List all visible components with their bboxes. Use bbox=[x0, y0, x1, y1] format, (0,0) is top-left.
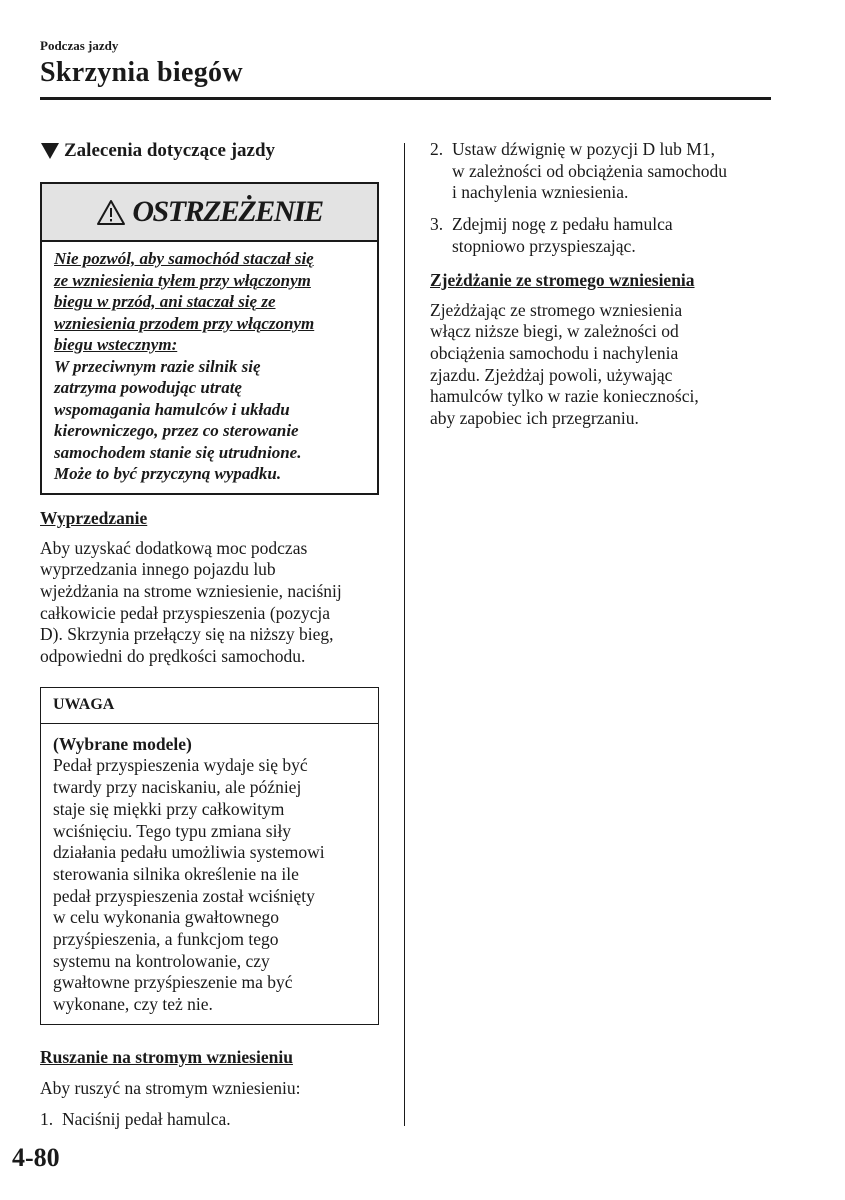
step-number: 3. bbox=[430, 214, 444, 235]
hill-start-heading: Ruszanie na stromym wzniesieniu bbox=[40, 1046, 293, 1067]
warning-line: ze wzniesienia tyłem przy włączonym bbox=[54, 270, 311, 290]
triangle-down-icon bbox=[41, 143, 59, 159]
text-line: odpowiedni do prędkości samochodu. bbox=[40, 646, 306, 667]
chapter-title: Skrzynia biegów bbox=[40, 57, 243, 88]
section-label: Podczas jazdy bbox=[40, 38, 119, 53]
text-line: systemu na kontrolowanie, czy bbox=[53, 950, 270, 971]
text-line: D). Skrzynia przełączy się na niższy bieg, bbox=[40, 624, 334, 645]
title-rule bbox=[40, 97, 771, 100]
column-divider bbox=[404, 143, 405, 1126]
warning-body bbox=[42, 242, 377, 493]
note-box bbox=[40, 687, 379, 1025]
step-number: 1. bbox=[40, 1108, 54, 1129]
text-line: i nachylenia wzniesienia. bbox=[452, 182, 629, 203]
list-item bbox=[40, 1109, 380, 1131]
text-line: aby zapobiec ich przegrzaniu. bbox=[430, 408, 639, 429]
warning-line: wzniesienia przodem przy włączonym bbox=[54, 313, 315, 333]
descent-paragraph bbox=[430, 300, 775, 430]
text-line: sterowania silnika określenie na ile bbox=[53, 863, 299, 884]
step-text bbox=[452, 214, 673, 257]
text-line: Aby uzyskać dodatkową moc podczas bbox=[40, 537, 308, 558]
text-line: całkowicie pedał przyspieszenia (pozycja bbox=[40, 602, 331, 623]
step-text bbox=[452, 139, 727, 204]
text-line: w celu wykonania gwałtownego bbox=[53, 907, 279, 928]
text-line: wyprzedzania innego pojazdu lub bbox=[40, 559, 276, 580]
text-line: działania pedału umożliwia systemowi bbox=[53, 842, 325, 863]
warning-line: wspomagania hamulców i układu bbox=[54, 399, 290, 419]
warning-line: Nie pozwól, aby samochód staczał się bbox=[54, 249, 314, 268]
text-line: pedał przyspieszenia został wciśnięty bbox=[53, 885, 315, 906]
list-item bbox=[430, 214, 775, 257]
text-line: Zjeżdżając ze stromego wzniesienia bbox=[430, 299, 683, 320]
descent-heading: Zjeżdżanie ze stromego wzniesienia bbox=[430, 269, 695, 290]
list-item bbox=[430, 139, 775, 204]
warning-line: kierowniczego, przez co sterowanie bbox=[54, 421, 299, 440]
text-line: włącz niższe biegi, w zależności od bbox=[430, 321, 679, 342]
right-column bbox=[430, 139, 775, 430]
warning-line: W przeciwnym razie silnik się bbox=[54, 356, 261, 376]
text-line: przyśpieszenia, a funkcjom tego bbox=[53, 929, 279, 950]
step-number: 2. bbox=[430, 139, 444, 159]
step-text: Naciśnij pedał hamulca. bbox=[62, 1108, 231, 1129]
text-line: zjazdu. Zjeżdżaj powoli, używając bbox=[430, 364, 673, 385]
hill-start-intro: Aby ruszyć na stromym wzniesieniu: bbox=[40, 1077, 301, 1098]
warning-line: samochodem stanie się utrudnione. bbox=[54, 442, 302, 462]
text-line: Ustaw dźwignię w pozycji D lub M1, bbox=[452, 139, 715, 159]
note-title: UWAGA bbox=[41, 688, 378, 724]
text-line: w zależności od obciążenia samochodu bbox=[452, 160, 728, 181]
left-column bbox=[40, 136, 380, 1130]
text-line: twardy przy naciskaniu, ale później bbox=[53, 777, 302, 798]
page-number: 4-80 bbox=[12, 1143, 60, 1172]
warning-box bbox=[40, 182, 379, 495]
note-body bbox=[41, 724, 378, 1024]
text-line: wciśnięciu. Tego typu zmiana siły bbox=[53, 820, 292, 841]
text-line: wykonane, czy też nie. bbox=[53, 994, 213, 1015]
driving-tips-heading-text: Zalecenia dotyczące jazdy bbox=[64, 140, 276, 161]
text-line: staje się miękki przy całkowitym bbox=[53, 798, 285, 819]
warning-header bbox=[42, 184, 377, 242]
text-line: hamulców tylko w razie konieczności, bbox=[430, 386, 699, 407]
driving-tips-heading bbox=[40, 136, 380, 166]
note-subtitle: (Wybrane modele) bbox=[53, 733, 192, 754]
warning-line: Może to być przyczyną wypadku. bbox=[54, 464, 282, 483]
kickdown-heading: Wyprzedzanie bbox=[40, 507, 148, 528]
kickdown-paragraph bbox=[40, 538, 380, 668]
warning-line: zatrzyma powodując utratę bbox=[54, 378, 242, 397]
warning-line: biegu w przód, ani staczał się ze bbox=[54, 292, 276, 311]
text-line: obciążenia samochodu i nachylenia bbox=[430, 342, 679, 363]
text-line: Pedał przyspieszenia wydaje się być bbox=[53, 755, 308, 776]
text-line: Zdejmij nogę z pedału hamulca bbox=[452, 214, 673, 235]
warning-line: biegu wstecznym: bbox=[54, 335, 178, 354]
text-line: wjeżdżania na strome wzniesienie, naciśnij bbox=[40, 580, 342, 601]
text-line: stopniowo przyspieszając. bbox=[452, 235, 636, 256]
warning-title: OSTRZEŻENIE bbox=[132, 195, 323, 228]
text-line: gwałtowne przyśpieszenie ma być bbox=[53, 972, 293, 993]
warning-triangle-icon bbox=[96, 199, 126, 226]
